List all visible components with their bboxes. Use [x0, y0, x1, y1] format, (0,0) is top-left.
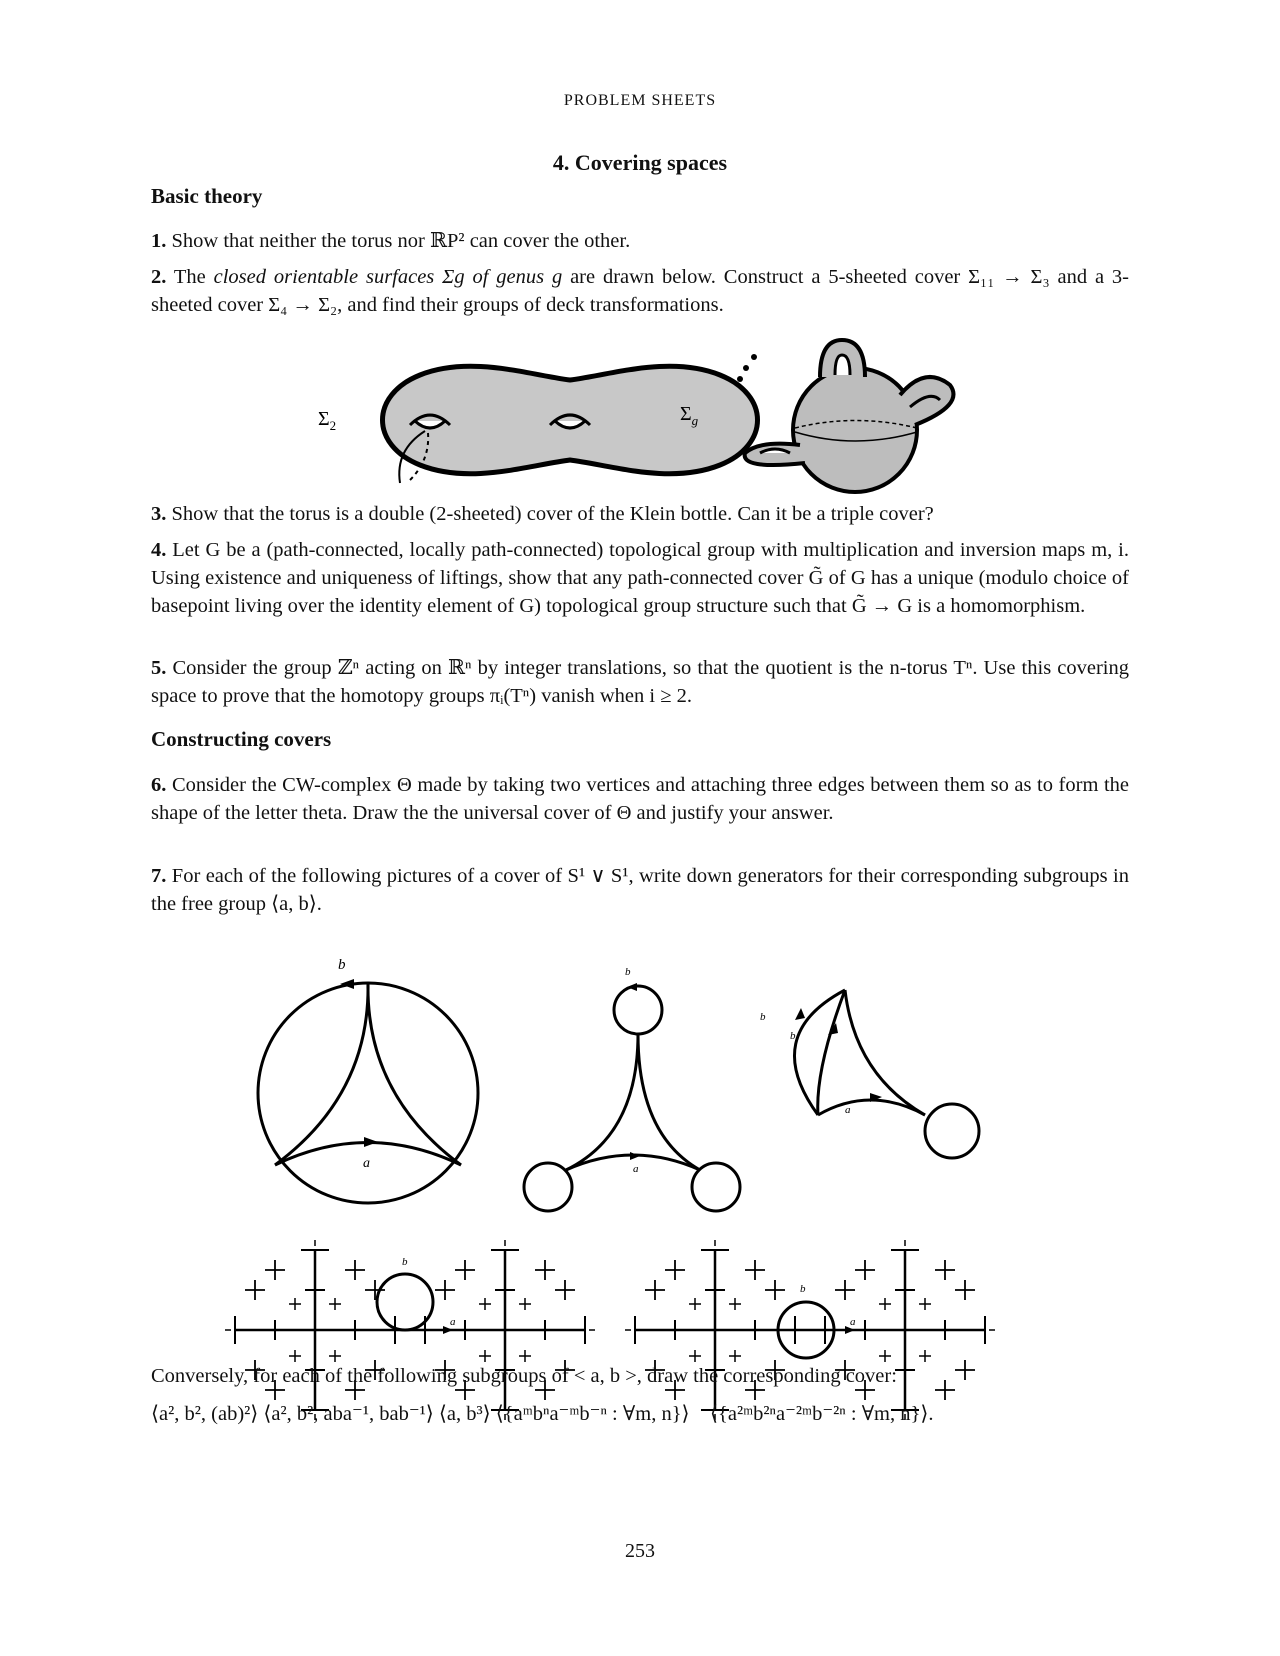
problem-text: Consider the CW-complex Θ made by taking two vertices and attaching three edges between them so as to form the shape of the letter theta. Draw the the universal cover of Θ and justify your answer.	[151, 774, 1129, 824]
edge-right	[845, 990, 925, 1115]
problem-6	[151, 771, 1129, 827]
label-b: b	[338, 957, 346, 973]
cover-circle-triangle	[258, 957, 478, 1203]
cover-lens-triangle	[760, 990, 979, 1158]
label-a: a	[633, 1163, 639, 1175]
problem-text: Show that neither the torus nor ℝP² can cover the other.	[171, 230, 631, 252]
problem-number: 5.	[151, 657, 167, 679]
loop-top	[614, 986, 662, 1034]
arrow-b	[627, 983, 637, 991]
conversely-text: Conversely, for each of the following subgroups of < a, b >, draw the corresponding cover:	[151, 1365, 897, 1387]
problem-emphasis: g of genus g	[454, 266, 563, 288]
sigma2-label: $\Sigma_2$	[318, 408, 337, 433]
sphere-body	[793, 368, 917, 492]
label-a: a	[845, 1104, 851, 1116]
top-handle-hole	[835, 355, 850, 375]
tree-right-1	[415, 1240, 595, 1420]
problem-text: Consider the group ℤⁿ acting on ℝⁿ by integer translations, so that the quotient is the n-torus Tⁿ. Use this covering space to prove that the homotopy groups πᵢ(Tⁿ) vanish when i ≥ 2.	[151, 657, 1129, 707]
edge-right	[638, 1034, 700, 1170]
covers-figure-row-2	[230, 1240, 1050, 1420]
problem-number: 2.	[151, 266, 167, 288]
problem-5	[151, 654, 1129, 710]
edge-bottom	[818, 1100, 925, 1115]
problem-2	[151, 263, 1129, 319]
left-handle	[745, 444, 805, 465]
arrow-a	[364, 1137, 378, 1147]
problem-number: 3.	[151, 503, 167, 525]
ellipsis-dot	[737, 376, 743, 382]
problem-1	[151, 227, 1129, 255]
problem-text: Let G be a (path-connected, locally path-connected) topological group with multiplication and inversion maps m, i. Using existence and uniqueness of liftings, show that any path-connected cover G̃ of G has a unique (modulo choice of basepoint living over the identity element of G) topological group structure such that G̃ → G is a homomorphism.	[151, 539, 1129, 617]
loop	[925, 1104, 979, 1158]
problem-4	[151, 536, 1129, 620]
page-number: 253	[625, 1540, 655, 1562]
problem-text: Show that the torus is a double (2-sheeted) cover of the Klein bottle. Can it be a triple cover?	[171, 503, 934, 525]
subgroup-item: ⟨a, b³⟩	[438, 1403, 491, 1425]
arrow-a	[630, 1152, 640, 1160]
subgroup-item: ⟨a², b², aba⁻¹, bab⁻¹⟩	[263, 1403, 434, 1425]
arc-right	[368, 983, 461, 1165]
lens-right	[818, 990, 845, 1115]
running-head: PROBLEM SHEETS	[563, 92, 717, 109]
subhead-constructing-covers: Constructing covers	[151, 727, 332, 751]
loop-b-1	[377, 1274, 433, 1330]
subgroup-list	[151, 1400, 1129, 1428]
surfaces-figure	[300, 335, 1000, 510]
label-b: b	[760, 1011, 766, 1023]
problem-3	[151, 500, 1129, 528]
label-b: b	[625, 966, 631, 978]
covers-figure-row-1	[230, 957, 1050, 1230]
genus-two-surface	[383, 366, 758, 473]
label-a: a	[850, 1316, 856, 1328]
sigmag-label: $\Sigma_g$	[680, 403, 699, 428]
label-a: a	[363, 1156, 370, 1171]
problem-number: 7.	[151, 865, 167, 887]
problem-number: 6.	[151, 774, 167, 796]
tree-left-1	[225, 1240, 405, 1420]
subgroup-item: ⟨{a²ᵐb²ⁿa⁻²ᵐb⁻²ⁿ : ∀m, n}⟩.	[710, 1403, 934, 1425]
problem-7	[151, 862, 1129, 918]
ellipsis-dot	[743, 365, 749, 371]
problem-text: The	[173, 266, 206, 288]
subgroup-item: ⟨a², b², (ab)²⟩	[151, 1403, 259, 1425]
ellipsis-dot	[751, 354, 757, 360]
problem-emphasis: closed orientable surfaces Σ	[213, 266, 455, 288]
section-title: 4. Covering spaces	[552, 150, 728, 175]
label-b-inner: b	[790, 1030, 796, 1042]
problem-text: are drawn below. Construct a 5-sheeted cover Σ₁₁ → Σ₃ and a 3-sheeted cover Σ₄ → Σ₂, and find their groups of deck transformations.	[151, 266, 1129, 316]
label-b: b	[402, 1256, 408, 1268]
arc-left	[275, 983, 368, 1165]
subgroup-item: ⟨{aᵐbⁿa⁻ᵐb⁻ⁿ : ∀m, n}⟩	[495, 1403, 690, 1425]
problem-number: 1.	[151, 230, 167, 252]
label-a: a	[450, 1316, 456, 1328]
cover-triangle-loops	[524, 966, 740, 1211]
label-b: b	[800, 1283, 806, 1295]
edge-left	[566, 1034, 638, 1170]
loop-left	[524, 1163, 572, 1211]
subhead-basic-theory: Basic theory	[151, 184, 263, 208]
tree-right-2	[815, 1240, 995, 1420]
left-handle-hole	[760, 449, 790, 453]
problem-text: For each of the following pictures of a cover of S¹ ∨ S¹, write down generators for their corresponding subgroups in the free group ⟨a, b⟩.	[151, 865, 1129, 915]
arrow-b	[795, 1008, 805, 1020]
problem-number: 4.	[151, 539, 167, 561]
